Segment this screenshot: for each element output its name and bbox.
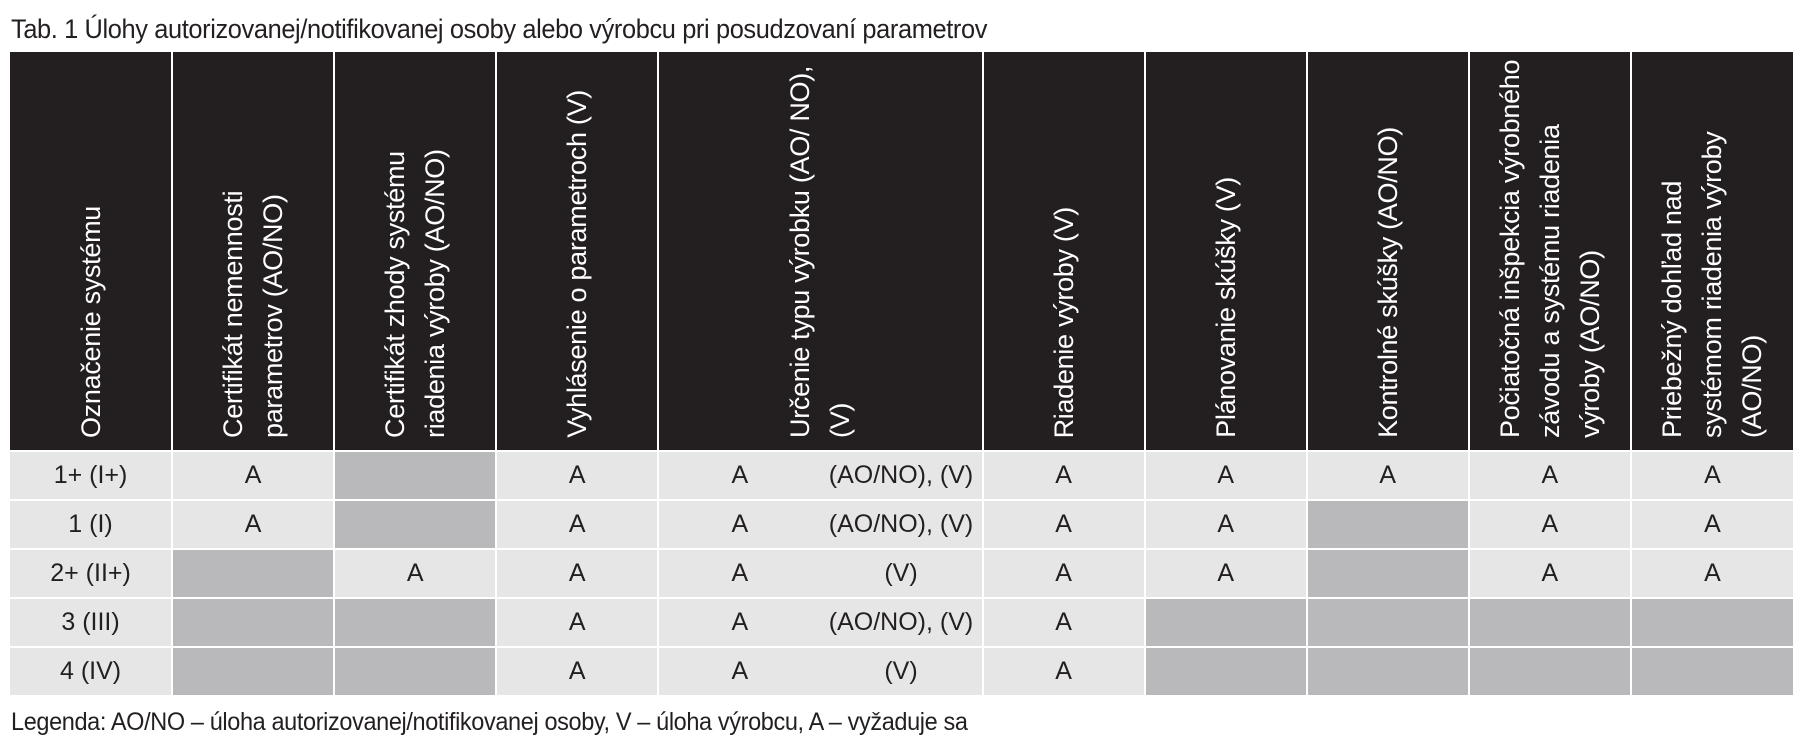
cell-system: 3 (III) (10, 598, 172, 647)
cell-urcenie-typu: A (658, 549, 820, 598)
cell-riadenie-vyroby: A (983, 647, 1145, 695)
cell-planovanie-skusky (1145, 647, 1307, 695)
header-certifikat-zhody (334, 52, 496, 451)
cell-planovanie-skusky: A (1145, 451, 1307, 500)
header-oznacenie-systemu (10, 52, 172, 451)
cell-cert-zhody: A (334, 549, 496, 598)
cell-vyhlasenie: A (496, 500, 658, 549)
cell-pociatocna-inspekcia (1469, 647, 1631, 695)
cell-planovanie-skusky: A (1145, 500, 1307, 549)
table-caption: Tab. 1 Úlohy autorizovanej/notifikovanej osoby alebo výrobcu pri posudzovaní parametrov (11, 14, 988, 44)
cell-pociatocna-inspekcia: A (1469, 500, 1631, 549)
cell-vyhlasenie: A (496, 647, 658, 695)
table-row (10, 500, 1793, 549)
assessment-tasks-table (10, 52, 1793, 695)
cell-urcenie-kto: (AO/NO), (V) (820, 598, 982, 647)
header-label: Riadenie výroby (V) (1048, 206, 1079, 438)
header-urcenie-typu (658, 52, 982, 451)
cell-priebezny-dohlad (1631, 598, 1793, 647)
cell-kontrolne-skusky (1307, 598, 1469, 647)
cell-planovanie-skusky: A (1145, 549, 1307, 598)
header-pociatocna-inspekcia (1469, 52, 1631, 451)
cell-cert-nemennosti: A (172, 451, 334, 500)
header-riadenie-vyroby (983, 52, 1145, 451)
cell-cert-zhody (334, 500, 496, 549)
cell-riadenie-vyroby: A (983, 451, 1145, 500)
cell-riadenie-vyroby: A (983, 500, 1145, 549)
table-row (10, 451, 1793, 500)
cell-system: 1+ (I+) (10, 451, 172, 500)
header-certifikat-nemennosti (172, 52, 334, 451)
header-priebezny-dohlad (1631, 52, 1793, 451)
header-label: Plánovanie skúšky (V) (1210, 177, 1241, 438)
header-label: Označenie systému (75, 205, 106, 438)
cell-cert-zhody (334, 598, 496, 647)
table-row (10, 598, 1793, 647)
cell-cert-nemennosti: A (172, 500, 334, 549)
cell-urcenie-kto: (AO/NO), (V) (820, 500, 982, 549)
cell-urcenie-kto: (V) (820, 549, 982, 598)
header-label: Kontrolné skúšky (AO/NO) (1372, 127, 1403, 438)
cell-system: 1 (I) (10, 500, 172, 549)
header-label: Certifikát zhody systému riadenia výroby (AO/NO) (380, 149, 451, 438)
cell-vyhlasenie: A (496, 598, 658, 647)
cell-riadenie-vyroby: A (983, 549, 1145, 598)
cell-cert-nemennosti (172, 647, 334, 695)
cell-pociatocna-inspekcia (1469, 598, 1631, 647)
cell-kontrolne-skusky: A (1307, 451, 1469, 500)
cell-cert-nemennosti (172, 598, 334, 647)
cell-planovanie-skusky (1145, 598, 1307, 647)
cell-system: 2+ (II+) (10, 549, 172, 598)
cell-priebezny-dohlad: A (1631, 451, 1793, 500)
header-kontrolne-skusky (1307, 52, 1469, 451)
header-label: Počiatočná inšpekcia výrobného závodu a systému riadenia výroby (AO/NO) (1494, 59, 1605, 438)
cell-urcenie-typu: A (658, 598, 820, 647)
cell-vyhlasenie: A (496, 451, 658, 500)
cell-vyhlasenie: A (496, 549, 658, 598)
header-label: Priebežný dohľad nad systémom riadenia výroby (AO/NO) (1657, 131, 1768, 438)
table-header-row (10, 52, 1793, 451)
header-label: Vyhlásenie o parametroch (V) (562, 90, 593, 438)
cell-pociatocna-inspekcia: A (1469, 451, 1631, 500)
cell-kontrolne-skusky (1307, 549, 1469, 598)
cell-kontrolne-skusky (1307, 647, 1469, 695)
cell-riadenie-vyroby: A (983, 598, 1145, 647)
cell-pociatocna-inspekcia: A (1469, 549, 1631, 598)
table-legend: Legenda: AO/NO – úloha autorizovanej/notifikovanej osoby, V – úloha výrobcu, A – vyžaduje sa (11, 708, 968, 736)
cell-priebezny-dohlad (1631, 647, 1793, 695)
cell-priebezny-dohlad: A (1631, 549, 1793, 598)
header-planovanie-skusky (1145, 52, 1307, 451)
cell-urcenie-kto: (V) (820, 647, 982, 695)
cell-system: 4 (IV) (10, 647, 172, 695)
cell-priebezny-dohlad: A (1631, 500, 1793, 549)
cell-cert-nemennosti (172, 549, 334, 598)
header-label: Certifikát nemennosti parametrov (AO/NO) (218, 190, 289, 438)
cell-kontrolne-skusky (1307, 500, 1469, 549)
cell-urcenie-typu: A (658, 647, 820, 695)
cell-urcenie-kto: (AO/NO), (V) (820, 451, 982, 500)
header-label: Určenie typu výrobku (AO/ NO), (V) (785, 65, 856, 438)
cell-urcenie-typu: A (658, 500, 820, 549)
header-vyhlasenie (496, 52, 658, 451)
cell-cert-zhody (334, 451, 496, 500)
cell-urcenie-typu: A (658, 451, 820, 500)
table-row (10, 647, 1793, 695)
table-row (10, 549, 1793, 598)
cell-cert-zhody (334, 647, 496, 695)
